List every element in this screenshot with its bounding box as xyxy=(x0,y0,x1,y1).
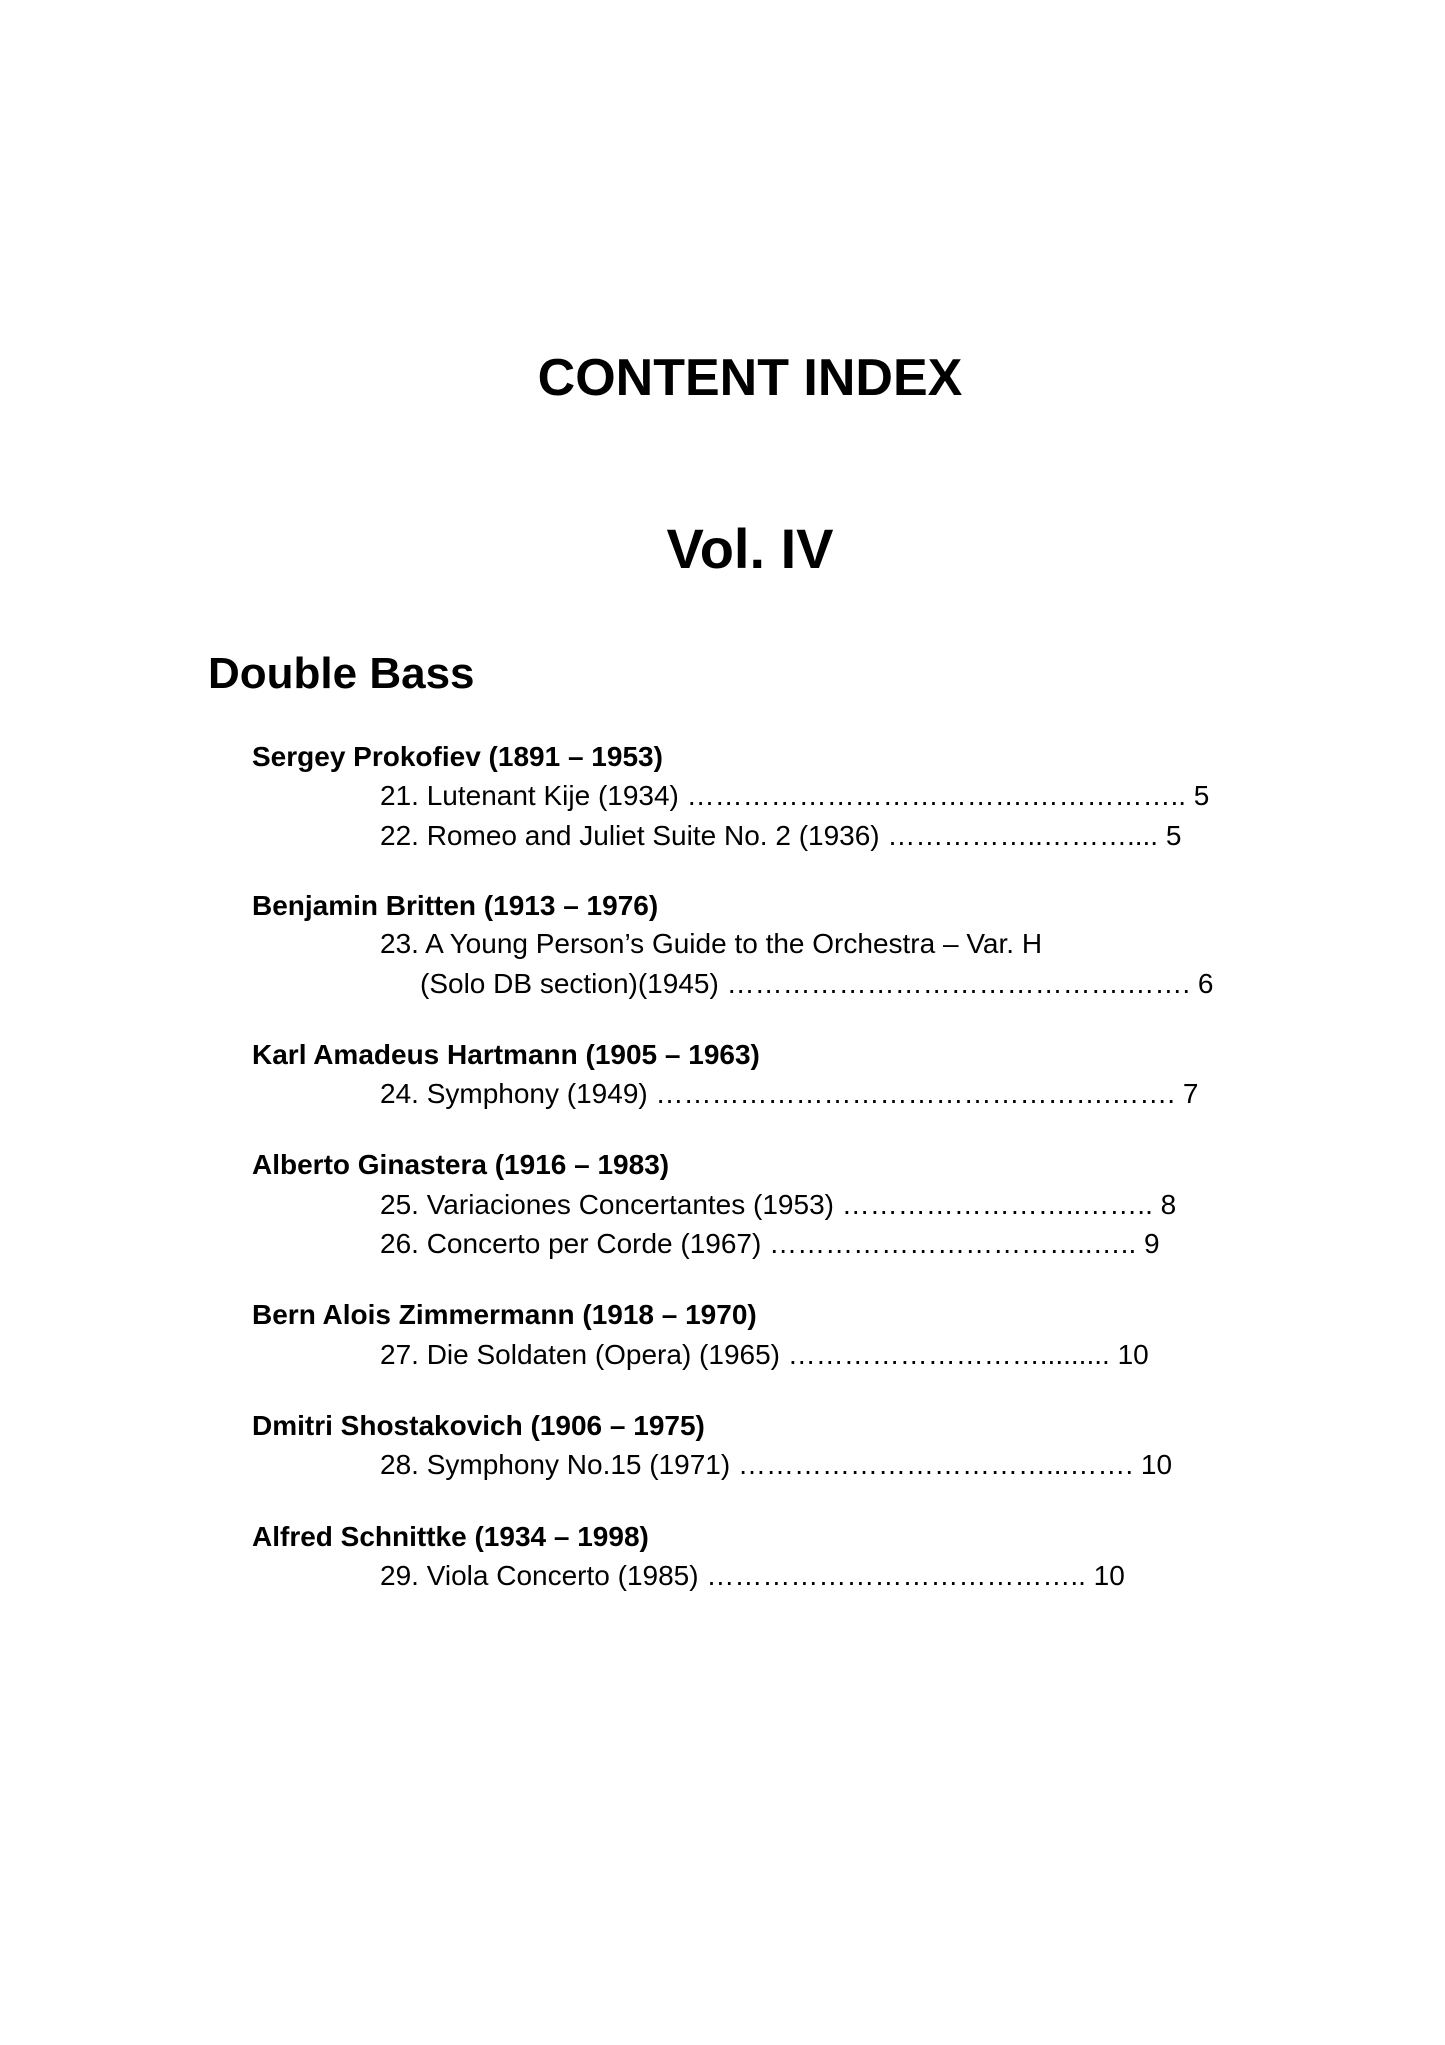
toc-entry: 29. Viola Concerto (1985) ………………………………….. 10 xyxy=(380,1560,1125,1591)
composer-heading: Sergey Prokofiev (1891 – 1953) xyxy=(252,741,663,772)
section-heading: Double Bass xyxy=(208,649,475,698)
toc-entry: 26. Concerto per Corde (1967) ……………………………..….. 9 xyxy=(380,1228,1160,1259)
page-title: CONTENT INDEX xyxy=(537,349,963,407)
toc-entry: 22. Romeo and Juliet Suite No. 2 (1936) ……………..……….... 5 xyxy=(380,820,1182,851)
composer-heading: Alberto Ginastera (1916 – 1983) xyxy=(252,1149,670,1180)
composer-heading: Benjamin Britten (1913 – 1976) xyxy=(252,890,659,921)
composer-heading: Bern Alois Zimmermann (1918 – 1970) xyxy=(252,1299,757,1330)
toc-entry: 23. A Young Person’s Guide to the Orchestra – Var. H xyxy=(380,928,1043,959)
toc-entry: 28. Symphony No.15 (1971) ……………………………...……. 10 xyxy=(380,1449,1173,1480)
toc-entry: 21. Lutenant Kije (1934) ……………………………….…………….. 5 xyxy=(380,780,1210,811)
toc-entry: 25. Variaciones Concertantes (1953) ……………………..…….. 8 xyxy=(380,1189,1177,1220)
composer-heading: Karl Amadeus Hartmann (1905 – 1963) xyxy=(252,1039,760,1070)
toc-entry: (Solo DB section)(1945) …………………………………….……. 6 xyxy=(420,968,1214,999)
toc-entry: 27. Die Soldaten (Opera) (1965) ………………………......... 10 xyxy=(380,1339,1149,1370)
composer-heading: Dmitri Shostakovich (1906 – 1975) xyxy=(252,1410,705,1441)
volume-title: Vol. IV xyxy=(666,517,834,580)
composer-heading: Alfred Schnittke (1934 – 1998) xyxy=(252,1521,649,1552)
toc-entry: 24. Symphony (1949) ………………………………………….……. 7 xyxy=(380,1078,1199,1109)
